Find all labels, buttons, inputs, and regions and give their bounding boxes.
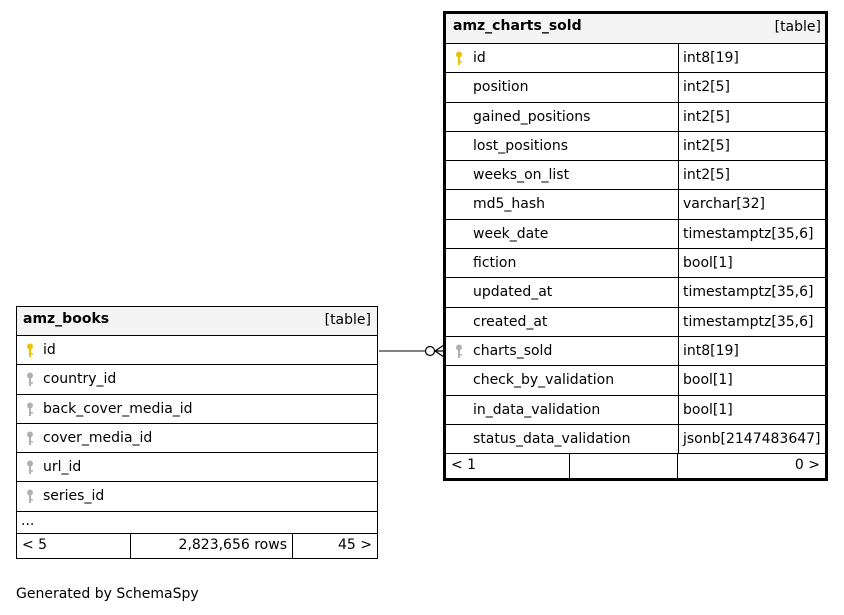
table-name[interactable]: amz_charts_sold [453,18,582,34]
column-type: int2[5] [678,132,730,160]
column-type: int2[5] [678,161,730,189]
column-row[interactable] [446,337,825,366]
column-row[interactable] [17,365,377,394]
column-name: country_id [43,371,117,388]
table-name[interactable]: amz_books [23,311,110,327]
column-row[interactable] [17,395,377,424]
column-row[interactable] [446,396,825,425]
more-columns-ellipsis: ... [17,512,377,534]
column-type: timestamptz[35,6] [678,308,813,336]
column-name: series_id [43,488,105,505]
column-type: int8[19] [678,337,739,365]
primary-key-icon [26,343,34,358]
table-footer [446,454,825,478]
column-row[interactable] [446,44,825,73]
parents-count: 45 > [338,536,372,553]
column-name: url_id [43,459,82,476]
column-row[interactable] [446,366,825,395]
row-count: 2,823,656 rows [131,534,293,558]
parents-count: 0 > [794,457,820,474]
column-type: int2[5] [678,103,730,131]
table-kind: [table] [324,312,371,328]
column-type: bool[1] [678,249,733,277]
column-row[interactable] [446,220,825,249]
foreign-key-icon [455,344,463,359]
column-name: position [473,79,529,96]
generated-by-label: Generated by SchemaSpy [16,586,199,602]
foreign-key-icon [26,372,34,387]
column-type: jsonb[2147483647] [678,425,821,453]
column-row[interactable] [446,103,825,132]
column-name: id [473,50,486,66]
column-row[interactable] [446,132,825,161]
column-row[interactable] [446,73,825,102]
column-type: int8[19] [678,44,739,72]
column-name: md5_hash [473,196,546,213]
column-type: bool[1] [678,366,733,394]
column-row[interactable] [446,308,825,337]
table-header [446,14,825,44]
column-type: varchar[32] [678,190,765,218]
table-header [17,307,377,336]
row-count [570,454,678,478]
column-name: fiction [473,255,517,272]
primary-key-icon [455,51,463,66]
column-name: in_data_validation [473,401,601,418]
table-kind: [table] [774,19,821,35]
column-type: bool[1] [678,396,733,424]
column-row[interactable] [446,249,825,278]
column-name: id [43,342,56,358]
column-row[interactable] [17,424,377,453]
table-amz-books[interactable] [16,306,378,559]
column-name: cover_media_id [43,429,153,446]
column-row[interactable] [17,336,377,365]
column-name: gained_positions [473,108,591,125]
column-name: week_date [473,225,549,242]
column-row[interactable] [446,161,825,190]
column-name: lost_positions [473,137,568,154]
foreign-key-icon [26,460,34,475]
column-name: weeks_on_list [473,167,570,184]
column-type: timestamptz[35,6] [678,278,813,306]
column-type: timestamptz[35,6] [678,220,813,248]
children-count: < 5 [17,534,131,558]
column-row[interactable] [446,278,825,307]
foreign-key-icon [26,489,34,504]
column-name: updated_at [473,284,553,301]
column-row[interactable] [17,482,377,511]
foreign-key-icon [26,402,34,417]
children-count: < 1 [446,454,570,478]
column-name: status_data_validation [473,430,631,447]
column-row[interactable] [17,453,377,482]
column-name: check_by_validation [473,372,615,389]
column-row[interactable] [446,190,825,219]
table-amz-charts-sold[interactable] [443,11,828,481]
column-type: int2[5] [678,73,730,101]
table-footer [17,534,377,558]
foreign-key-icon [26,431,34,446]
column-name: charts_sold [473,342,553,359]
column-name: created_at [473,313,548,330]
column-row[interactable] [446,425,825,454]
column-name: back_cover_media_id [43,400,193,417]
